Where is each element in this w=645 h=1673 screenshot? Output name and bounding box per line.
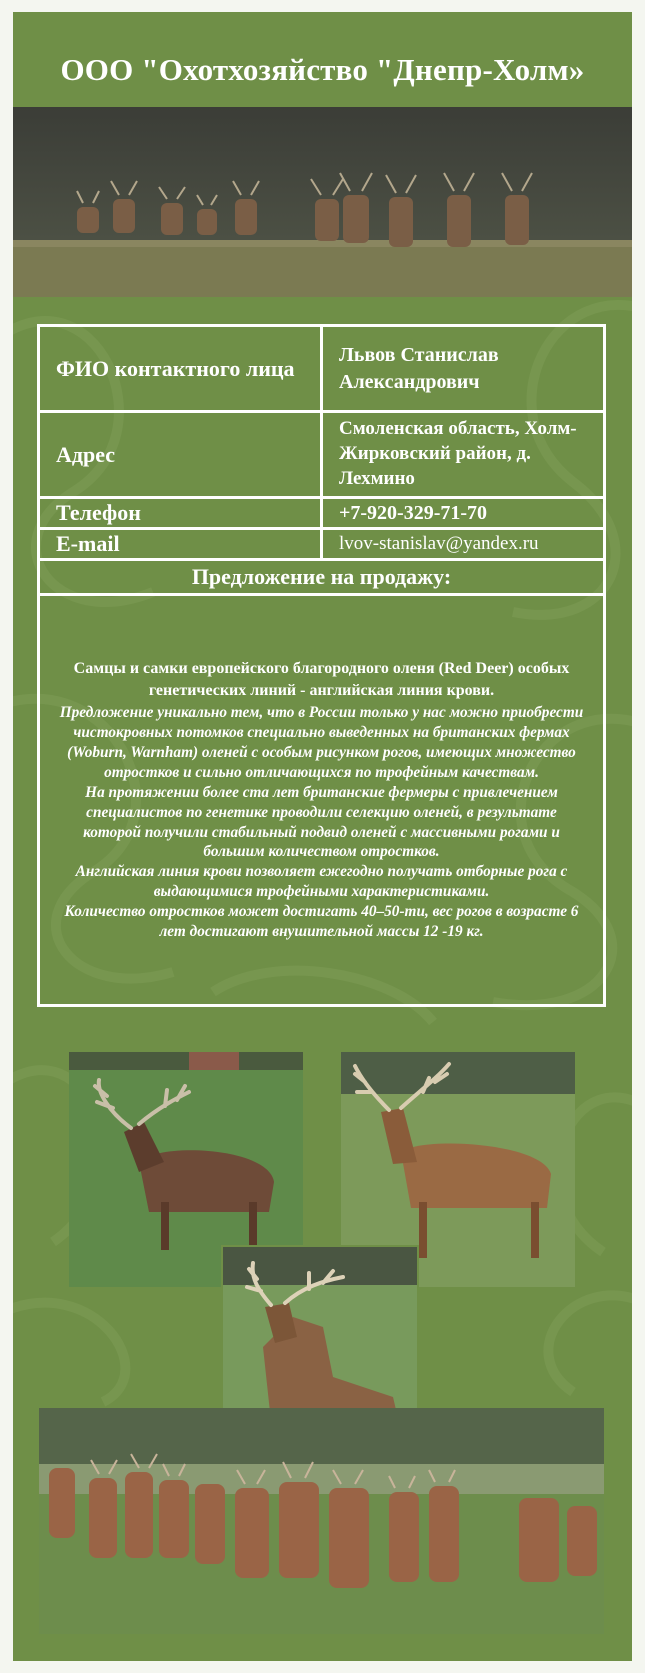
offer-paragraph-2: На протяжении более ста лет британские фермеры с привлечением специалистов по генетике проводили селекцию оленей, в результате которой получили стабильный подвид оленей с массивными рогами и большим количеством отростков. [83, 783, 560, 861]
offer-lead: Самцы и самки европейского благородного оленя (Red Deer) особых генетических линий - английская линия крови. [73, 660, 570, 699]
address-row [39, 412, 605, 498]
herd-photo-bottom [39, 1408, 604, 1634]
offer-heading-row [39, 560, 605, 595]
offer-heading: Предложение на продажу: [39, 560, 605, 595]
name-label: ФИО контактного лица [39, 326, 322, 412]
hero-herd-photo [13, 107, 632, 297]
offer-paragraph-1: Предложение уникально тем, что в России только у нас можно приобрести чистокровных потомков специально выведенных на британских фермах (Woburn, Warnham) оленей с особым рисунком рогов, имеющих множество отростков и сильно отличающихся по трофейным качествам. [59, 704, 584, 781]
offer-body [39, 595, 605, 1006]
contact-table [37, 324, 606, 1007]
offer-body-row [39, 595, 605, 1006]
name-value: Львов Станислав Александрович [322, 326, 605, 412]
offer-paragraph-3: Английская линия крови позволяет ежегодно получать отборные рога с выдающимися трофейными характеристиками. [75, 863, 568, 901]
email-row [39, 529, 605, 560]
contact-name-row [39, 326, 605, 412]
address-value: Смоленская область, Холм-Жирковский район, д. Лехмино [322, 412, 605, 498]
phone-label: Телефон [39, 498, 322, 529]
email-label: E-mail [39, 529, 322, 560]
offer-paragraph-4: Количество отростков может достигать 40–50-ти, вес рогов в возрасте 6 лет достигают внушительной массы 12 -19 кг. [64, 903, 579, 940]
address-label: Адрес [39, 412, 322, 498]
phone-row [39, 498, 605, 529]
email-value[interactable]: lvov-stanislav@yandex.ru [322, 529, 605, 560]
flyer-card [13, 12, 632, 1661]
page-title: ООО "Охотхозяйство "Днепр-Холм» [60, 52, 585, 87]
phone-value: +7-920-329-71-70 [322, 498, 605, 529]
